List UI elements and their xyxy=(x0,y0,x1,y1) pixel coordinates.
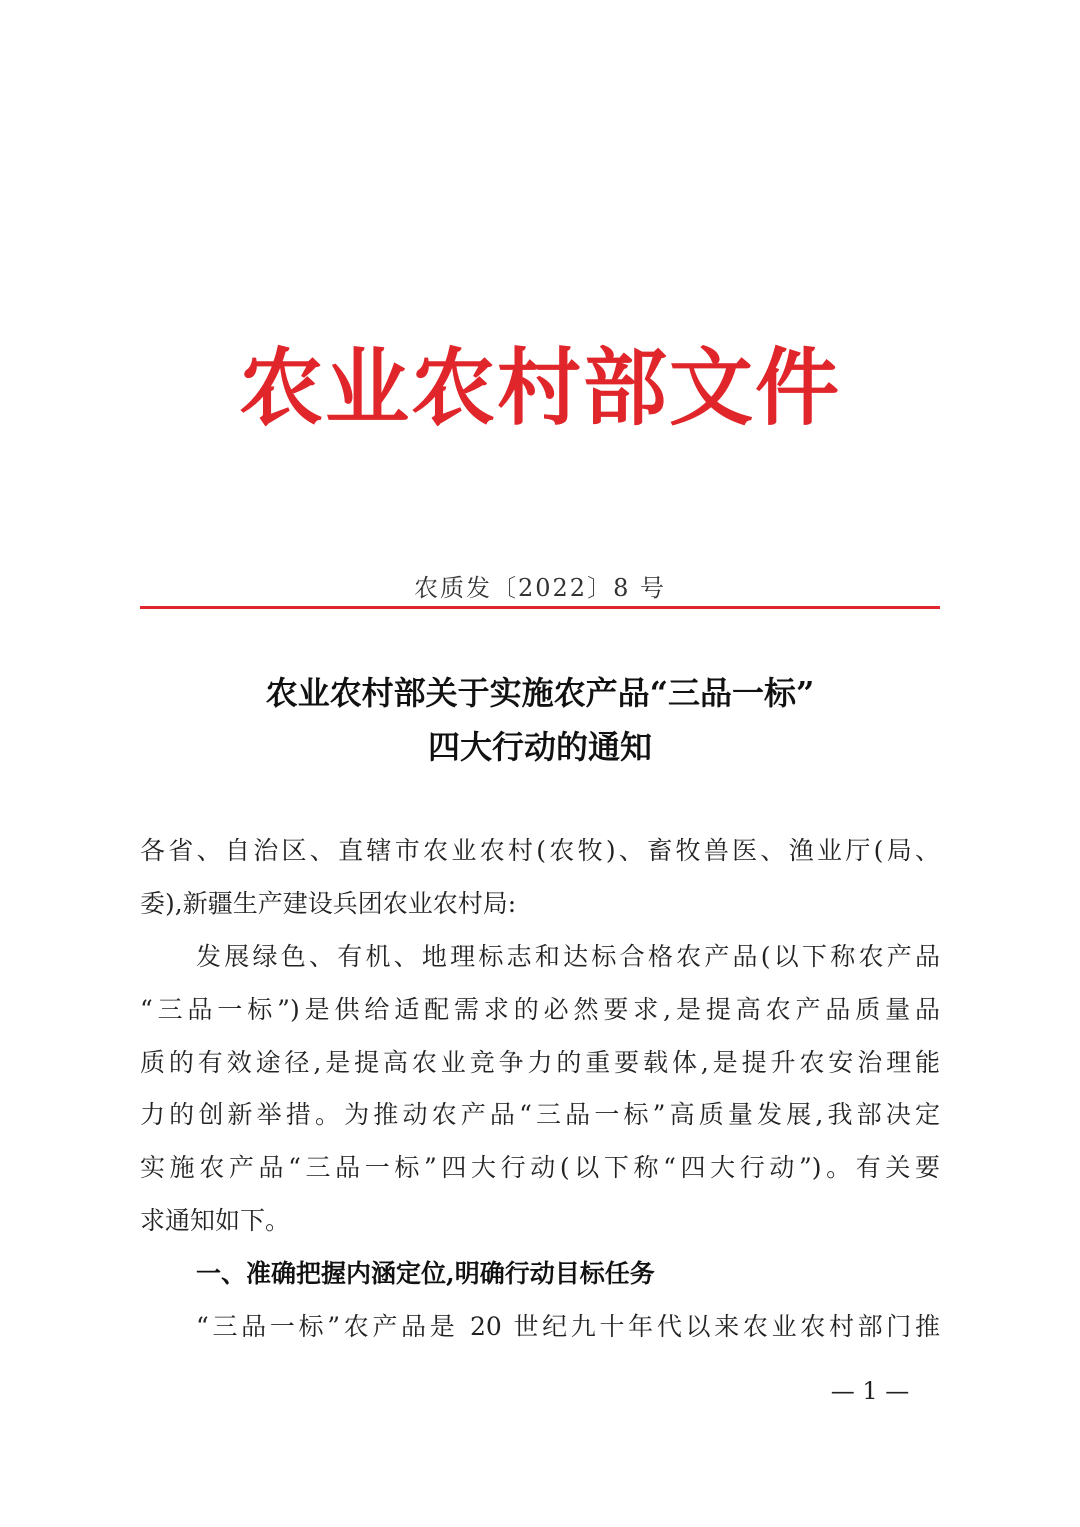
document-number: 农质发〔2022〕8 号 xyxy=(414,574,666,602)
body-line: 发展绿色、有机、地理标志和达标合格农产品(以下称农产品 xyxy=(196,942,940,971)
masthead-title: 农业农村部文件 xyxy=(238,338,841,437)
notice-title-line-2: 四大行动的通知 xyxy=(427,728,652,766)
red-divider xyxy=(140,606,940,609)
body-line: 实施农产品“三品一标”四大行动(以下称“四大行动”)。有关要 xyxy=(140,1153,940,1182)
body-line: 委),新疆生产建设兵团农业农村局: xyxy=(140,889,517,918)
body-line: 各省、自治区、直辖市农业农村(农牧)、畜牧兽医、渔业厅(局、 xyxy=(140,836,940,865)
section-heading: 一、准确把握内涵定位,明确行动目标任务 xyxy=(196,1259,655,1288)
notice-title-line-1: 农业农村部关于实施农产品“三品一标” xyxy=(265,674,815,712)
page-number: — 1 — xyxy=(830,1377,910,1405)
body-line: 求通知如下。 xyxy=(140,1206,291,1235)
body-line: 质的有效途径,是提高农业竞争力的重要载体,是提升农安治理能 xyxy=(140,1048,940,1077)
body-line: 力的创新举措。为推动农产品“三品一标”高质量发展,我部决定 xyxy=(140,1100,940,1129)
body-line: “三品一标”)是供给适配需求的必然要求,是提高农产品质量品 xyxy=(140,995,940,1024)
body-line: “三品一标”农产品是 20 世纪九十年代以来农业农村部门推 xyxy=(196,1312,940,1341)
